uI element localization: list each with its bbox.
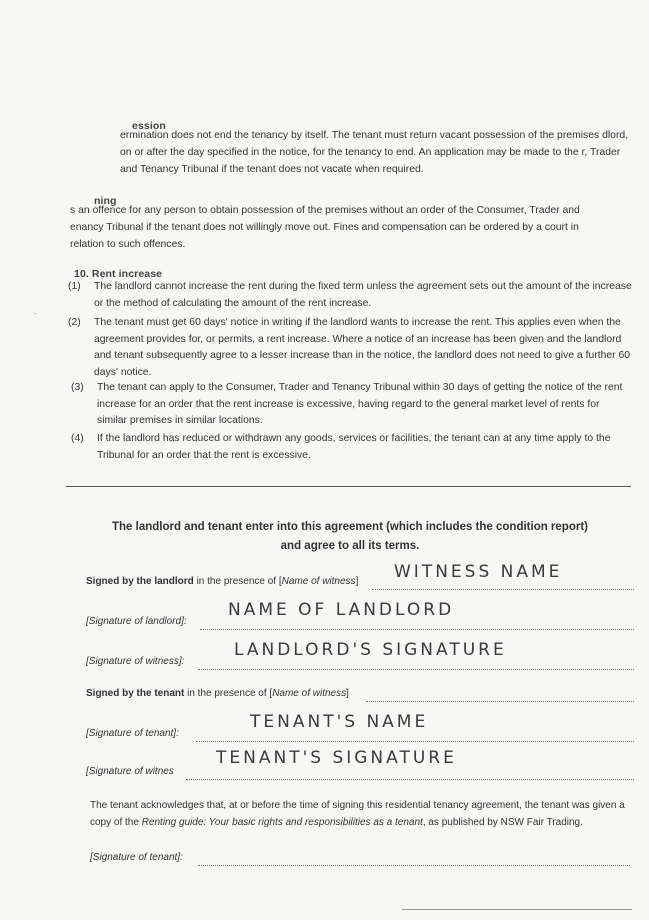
tenant-signature-label bbox=[86, 728, 179, 739]
witness-name-label: Name of witness bbox=[272, 688, 347, 699]
item-number: (4) bbox=[71, 433, 84, 444]
tenant-witness-name-line[interactable] bbox=[366, 700, 634, 702]
landlord-witness-signature-label bbox=[86, 656, 184, 667]
possession-heading: ession bbox=[132, 120, 166, 132]
acknowledgement-text bbox=[90, 797, 642, 831]
rent-item-1 bbox=[68, 279, 634, 312]
item-text: The tenant must get 60 days' notice in writing if the landlord wants to increase the rent. This applies even when the agreement provides for, or permits, a rent increase. Where a notice of an increase has been given and the landlord and tenant subsequently agree to a lesser increase than in the notice, the landlord does not need to give a further 60 days' notice. bbox=[94, 317, 631, 378]
rent-increase-heading: 10. Rent increase bbox=[74, 268, 163, 280]
landlord-signature-handwriting: LANDLORD'S SIGNATURE bbox=[234, 640, 507, 660]
landlord-signature-line[interactable] bbox=[200, 628, 634, 630]
tenant-name-handwriting: TENANT'S NAME bbox=[250, 712, 429, 732]
landlord-witness-signature-line[interactable] bbox=[198, 668, 634, 670]
warning-text: s an offence for any person to obtain possession of the premises without an order of the Consumer, Trader and enancy Tribunal if the tenant does not willingly move out. Fines and compensation can be ordered by a court in relation to such offences. bbox=[70, 205, 580, 250]
label-text: [Signature of witness]: bbox=[86, 656, 185, 667]
item-number: (2) bbox=[68, 317, 81, 328]
bottom-line bbox=[402, 908, 632, 910]
section-divider bbox=[66, 486, 631, 487]
item-number: (3) bbox=[71, 382, 84, 393]
landlord-signed-label bbox=[86, 576, 358, 587]
item-text: The tenant can apply to the Consumer, Trader and Tenancy Tribunal within 30 days of getting the notice of the rent increase for an order that the rent increase is excessive, having regard to the general market level of rents for similar premises in similar locations. bbox=[97, 382, 623, 426]
possession-text: ermination does not end the tenancy by itself. The tenant must return vacant possession of the premises dlord, on or after the day specified in the notice, for the tenancy to end. An application may be made to the r, Trader and Tenancy Tribunal if the tenant does not vacate when required. bbox=[120, 130, 629, 175]
ack-part-2: , as published by NSW Fair Trading. bbox=[422, 817, 583, 828]
tenant-witness-signature-line[interactable] bbox=[186, 778, 634, 780]
rent-item-4 bbox=[71, 431, 632, 464]
tenant-signature-handwriting: TENANT'S SIGNATURE bbox=[216, 748, 457, 768]
witness-name-label: Name of witness bbox=[281, 576, 356, 587]
tenant-witness-signature-label bbox=[86, 766, 174, 777]
presence-close: ] bbox=[355, 576, 359, 587]
landlord-name-handwriting: NAME OF LANDLORD bbox=[228, 600, 455, 620]
warning-heading: ning bbox=[94, 195, 117, 207]
presence-close: ] bbox=[346, 688, 349, 699]
rent-item-2 bbox=[68, 315, 632, 381]
signed-by-landlord: Signed by the landlord bbox=[86, 576, 194, 587]
presence-text: in the presence of [ bbox=[196, 576, 282, 587]
rent-item-3 bbox=[71, 380, 632, 430]
agreement-title-line-2: and agree to all its terms. bbox=[280, 540, 420, 552]
margin-mark: . bbox=[34, 306, 37, 316]
item-text: If the landlord has reduced or withdrawn any goods, services or facilities, the tenant can at any time apply to the Tribunal for an order that the rent is excessive. bbox=[97, 433, 611, 461]
ack-part-1: The tenant acknowledges that, at or before the time of signing this residential tenancy agreement, the tenant was given a copy of the bbox=[90, 800, 625, 828]
label-text: [Signature of tenant]: bbox=[90, 852, 183, 863]
tenant-signature-line[interactable] bbox=[196, 740, 634, 742]
item-number: (1) bbox=[68, 281, 81, 292]
signed-by-tenant: Signed by the tenant bbox=[86, 688, 185, 699]
landlord-signature-label bbox=[86, 616, 187, 627]
label-text: [Signature of landlord]: bbox=[86, 616, 187, 627]
presence-text: in the presence of [ bbox=[187, 688, 273, 699]
landlord-witness-name-line[interactable] bbox=[372, 588, 634, 590]
agreement-title-line-1: The landlord and tenant enter into this agreement (which includes the condition report) bbox=[111, 521, 588, 533]
landlord-witness-name-handwriting: WITNESS NAME bbox=[394, 562, 563, 582]
final-tenant-signature-line[interactable] bbox=[198, 864, 630, 866]
item-text: The landlord cannot increase the rent during the fixed term unless the agreement sets out the amount of the increase or the method of calculating the amount of the rent increase. bbox=[94, 281, 632, 309]
tenant-signed-label bbox=[86, 688, 349, 699]
label-text: [Signature of witnes bbox=[86, 766, 174, 777]
final-tenant-signature-label bbox=[90, 852, 183, 863]
renting-guide-title: Renting guide: Your basic rights and responsibilities as a tenant bbox=[141, 817, 423, 828]
label-text: [Signature of tenant]: bbox=[86, 728, 179, 739]
